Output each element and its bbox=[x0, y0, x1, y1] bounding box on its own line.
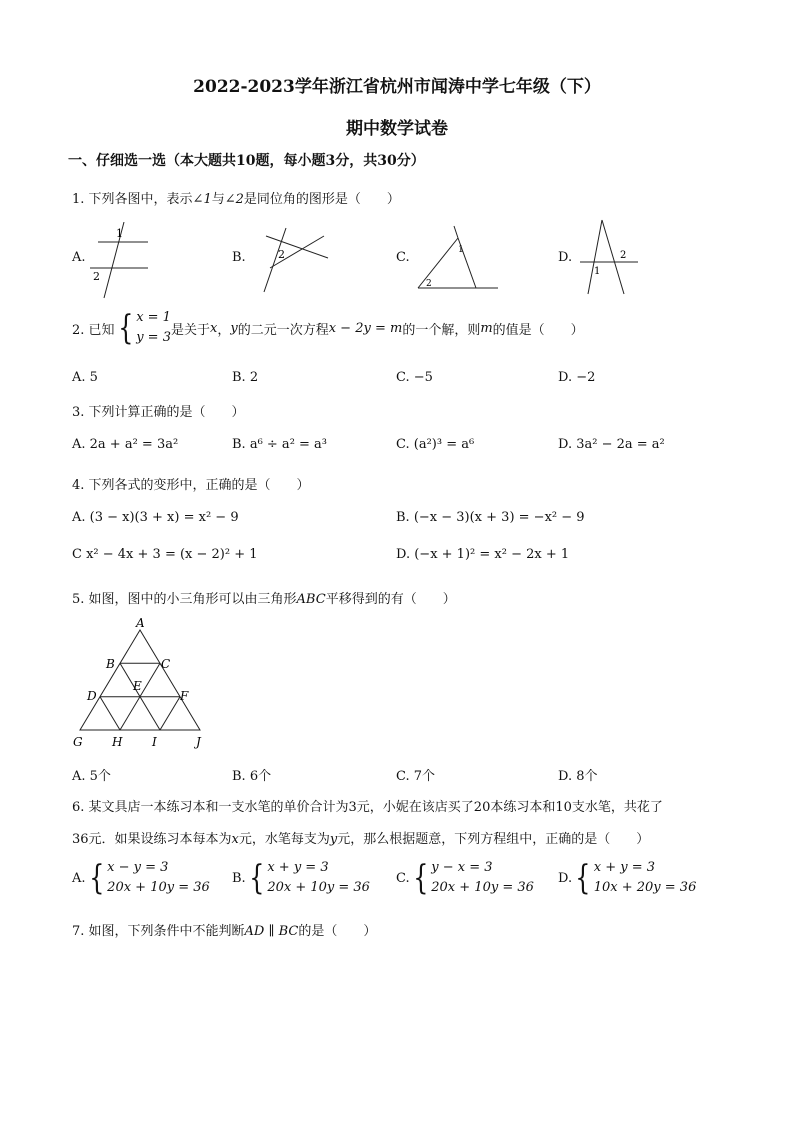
q6-option-d bbox=[558, 858, 696, 898]
q4-option-d: D. (−x + 1)² = x² − 2x + 1 bbox=[396, 547, 570, 562]
q6-var-x: x bbox=[231, 832, 239, 847]
q5-label-d: D bbox=[87, 689, 97, 703]
q6-line2-c: 元，那么根据题意，下列方程组中，正确的是（ ） bbox=[337, 832, 650, 847]
q6-option-b-label: B. bbox=[232, 870, 246, 886]
question-7-stem bbox=[72, 920, 376, 939]
question-6-line2 bbox=[72, 828, 649, 847]
question-1-stem bbox=[72, 188, 400, 207]
q2-mid1: 是关于 bbox=[170, 322, 210, 338]
q1-stem-after: 是同位角的图形是（ ） bbox=[243, 192, 400, 207]
q6-option-d-label: D. bbox=[558, 870, 573, 886]
q2-option-c: C. −5 bbox=[396, 370, 433, 385]
q3-option-b: B. a⁶ ÷ a² = a³ bbox=[232, 437, 328, 452]
q2-comma: ， bbox=[217, 322, 231, 338]
q5-label-b: B bbox=[106, 657, 115, 671]
question-2-stem bbox=[72, 308, 584, 348]
q2-var-y: y bbox=[230, 320, 238, 336]
q6-var-y: y bbox=[329, 832, 338, 847]
q5-label-f: F bbox=[180, 689, 189, 703]
q3-option-d: D. 3a² − 2a = a² bbox=[558, 437, 665, 452]
question-6-line1: 6. 某文具店一本练习本和一支水笔的单价合计为3元，小妮在该店买了20本练习本和10支水笔，共花了 bbox=[72, 800, 663, 815]
q2-option-d: D. −2 bbox=[558, 370, 596, 385]
exam-title-line1: 2022-2023学年浙江省杭州市闻涛中学七年级（下） bbox=[193, 77, 601, 97]
q6-option-c-label: C. bbox=[396, 870, 410, 886]
q5-label-c: C bbox=[161, 657, 171, 671]
q6-option-b bbox=[232, 858, 370, 898]
q6-line2-b: 元，水笔每支为 bbox=[238, 832, 330, 847]
q5-label-i: I bbox=[152, 735, 157, 749]
q6-option-a bbox=[72, 858, 210, 898]
q6d-brace: { bbox=[575, 858, 591, 898]
q6-line2-a: 36元．如果设练习本每本为 bbox=[72, 832, 232, 847]
q2-var-x: x bbox=[209, 320, 218, 336]
q1-option-c-label: C. bbox=[396, 250, 410, 265]
q5-option-a: A. 5个 bbox=[72, 769, 111, 784]
q2-mid2: 的二元一次方程 bbox=[237, 322, 329, 338]
q6c-line1: y − x = 3 bbox=[431, 860, 493, 875]
q4-option-b: B. (−x − 3)(x + 3) = −x² − 9 bbox=[396, 510, 585, 525]
q5-label-g: G bbox=[73, 735, 83, 749]
q4-option-a: A. (3 − x)(3 + x) = x² − 9 bbox=[72, 510, 239, 525]
q5-label-e: E bbox=[133, 679, 142, 693]
q1-angle1: ∠1 bbox=[192, 192, 212, 207]
q5-option-d: D. 8个 bbox=[558, 769, 598, 784]
q1-figure-a bbox=[88, 222, 158, 302]
q1-option-b-label: B. bbox=[232, 250, 246, 265]
q1d-label-2: 2 bbox=[620, 250, 627, 261]
q2-sys-line1: x = 1 bbox=[136, 310, 171, 325]
q6b-line2: 20x + 10y = 36 bbox=[267, 880, 370, 895]
q1a-label-1: 1 bbox=[116, 227, 123, 240]
question-4-stem: 4. 下列各式的变形中，正确的是（ ） bbox=[72, 478, 310, 493]
q2-equation: x − 2y = m bbox=[328, 320, 403, 336]
q7-stem-before: 7. 如图，下列条件中不能判断 bbox=[72, 924, 245, 939]
q1-angle2: ∠2 bbox=[224, 192, 244, 207]
q1c-label-1: 1 bbox=[458, 245, 464, 255]
q6a-line2: 20x + 10y = 36 bbox=[107, 880, 210, 895]
q1-figure-c bbox=[412, 222, 502, 294]
q2-var-m: m bbox=[480, 320, 493, 336]
q5-option-b: B. 6个 bbox=[232, 769, 272, 784]
q6a-line1: x − y = 3 bbox=[107, 860, 169, 875]
q6d-line2: 10x + 20y = 36 bbox=[593, 880, 697, 895]
q1-option-d-label: D. bbox=[558, 250, 573, 265]
q2-option-a: A. 5 bbox=[72, 370, 98, 385]
q1-figure-d bbox=[578, 216, 642, 296]
q6b-line1: x + y = 3 bbox=[267, 860, 329, 875]
q5-label-h: H bbox=[112, 735, 123, 749]
q1d-label-1: 1 bbox=[594, 266, 601, 277]
q4-option-c: C x² − 4x + 3 = (x − 2)² + 1 bbox=[72, 547, 258, 562]
question-5-stem bbox=[72, 588, 456, 607]
q2-solution-system bbox=[115, 308, 171, 348]
q1c-label-2: 2 bbox=[426, 279, 432, 289]
q7-stem-after: 的是（ ） bbox=[298, 924, 377, 939]
q1-stem-before: 1. 下列各图中，表示 bbox=[72, 192, 193, 207]
q6c-line2: 20x + 10y = 36 bbox=[431, 880, 534, 895]
q6-option-c bbox=[396, 858, 534, 898]
exam-title-line2: 期中数学试卷 bbox=[346, 119, 448, 139]
q6a-brace: { bbox=[88, 858, 104, 898]
q5-stem-after: 平移得到的有（ ） bbox=[325, 592, 456, 607]
question-3-stem: 3. 下列计算正确的是（ ） bbox=[72, 405, 245, 420]
q6c-brace: { bbox=[412, 858, 429, 898]
section-heading: 一、仔细选一选（本大题共10题，每小题3分，共30分） bbox=[68, 153, 425, 169]
q5-abc: ABC bbox=[296, 592, 326, 607]
q1-mid: 与 bbox=[211, 192, 225, 207]
q6-option-a-label: A. bbox=[72, 870, 86, 886]
q5-stem-before: 5. 如图，图中的小三角形可以由三角形 bbox=[72, 592, 297, 607]
q2-num: 2. 已知 bbox=[72, 322, 115, 338]
q2-end: 的值是（ ） bbox=[492, 322, 584, 338]
q5-label-a: A bbox=[136, 616, 145, 630]
q5-label-j: J bbox=[196, 735, 201, 749]
q2-brace: { bbox=[117, 308, 133, 348]
q1a-label-2: 2 bbox=[93, 270, 100, 283]
q1b-label-2: 2 bbox=[278, 248, 285, 261]
q2-sys-line2: y = 3 bbox=[136, 330, 171, 345]
q6b-brace: { bbox=[248, 858, 265, 898]
q3-option-c: C. (a²)³ = a⁶ bbox=[396, 437, 475, 452]
q5-option-c: C. 7个 bbox=[396, 769, 436, 784]
q2-mid3: 的一个解，则 bbox=[402, 322, 481, 338]
q6d-line1: x + y = 3 bbox=[593, 860, 655, 875]
q2-option-b: B. 2 bbox=[232, 370, 259, 385]
q1-figure-b bbox=[250, 222, 330, 302]
q1-option-a-label: A. bbox=[72, 250, 86, 265]
q7-condition: AD ∥ BC bbox=[244, 924, 299, 939]
q3-option-a: A. 2a + a² = 3a² bbox=[72, 437, 179, 452]
q5-triangle-figure bbox=[70, 616, 220, 752]
